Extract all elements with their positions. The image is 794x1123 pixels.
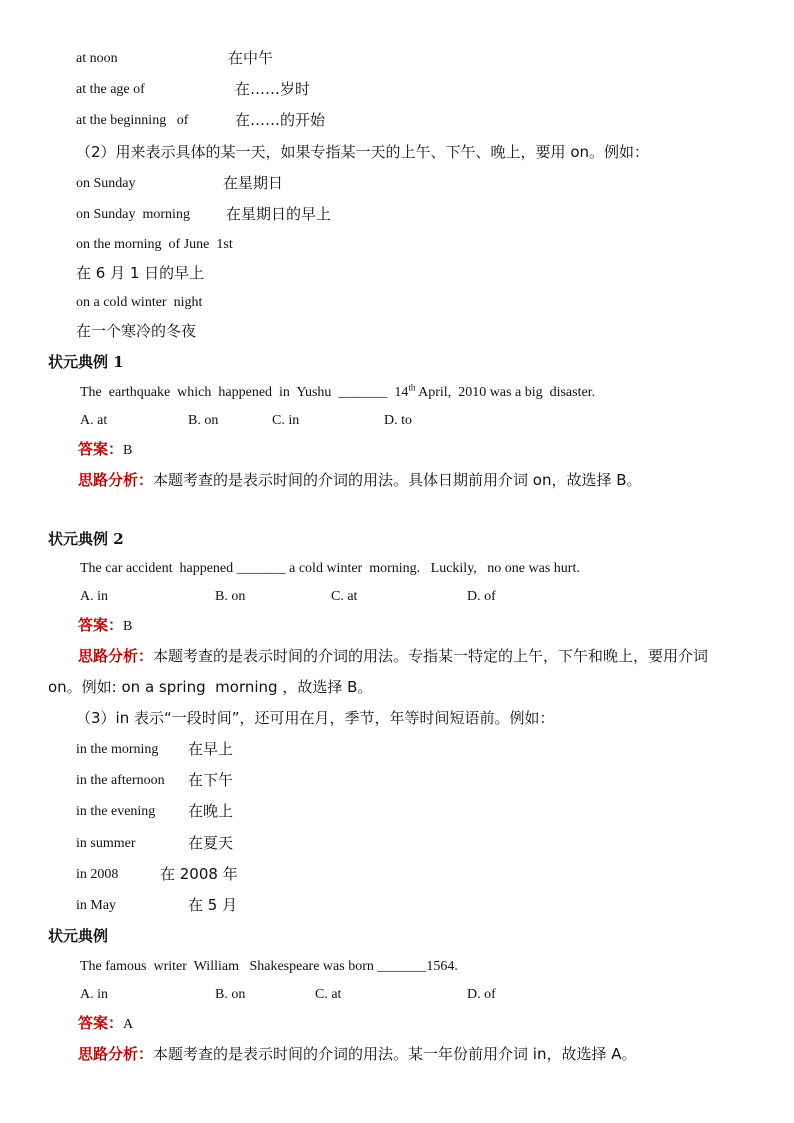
question-text (80, 383, 595, 403)
option-b: B. on (215, 987, 246, 1002)
phrase-zh: 在……的开始 (235, 111, 326, 129)
phrase-zh: 在星期日的早上 (226, 205, 332, 223)
phrase-zh: 在中午 (228, 49, 274, 67)
phrase-en: in the evening (76, 804, 156, 819)
option-c: C. at (331, 589, 358, 604)
analysis-label: 思路分析： (78, 647, 154, 665)
phrase-en: on Sunday morning (76, 207, 190, 222)
analysis-line (78, 1044, 637, 1066)
phrase-zh: 在星期日 (223, 174, 284, 192)
example-title: 状元典例 (48, 927, 109, 945)
answer-label: 答案： (78, 440, 124, 458)
options-row (0, 587, 794, 607)
phrase-zh: 在一个寒冷的冬夜 (76, 322, 197, 340)
option-d: D. of (467, 987, 496, 1002)
answer-value: B (123, 443, 133, 458)
option-d: D. of (467, 589, 496, 604)
options-row (0, 411, 794, 431)
analysis-line (78, 646, 708, 668)
analysis-text: 本题考查的是表示时间的介词的用法。专指某一特定的上午，下午和晚上，要用介词 (153, 647, 709, 665)
option-a: A. in (80, 589, 108, 604)
answer-line (78, 615, 132, 637)
phrase-en: in 2008 (76, 867, 119, 882)
phrase-en: on Sunday (76, 176, 136, 191)
rule-2-text: （2）用来表示具体的某一天，如果专指某一天的上午、下午、晚上，要用 on。例如： (76, 143, 649, 161)
option-a: A. at (80, 413, 108, 428)
option-b: B. on (188, 413, 219, 428)
phrase-zh: 在早上 (188, 740, 234, 758)
phrase-zh: 在晚上 (188, 802, 234, 820)
analysis-text-cont: on。例如: on a spring morning ，故选择 B。 (48, 678, 373, 696)
phrase-zh: 在下午 (188, 771, 234, 789)
phrase-zh: 在 5 月 (188, 896, 238, 914)
question-text: The car accident happened _______ a cold winter morning. Luckily, no one was hurt. (80, 561, 580, 576)
phrase-en: at the age of (76, 82, 145, 97)
phrase-en: on a cold winter night (76, 295, 203, 310)
analysis-label: 思路分析： (78, 471, 154, 489)
question-text: The famous writer William Shakespeare was born _______1564. (80, 959, 458, 974)
options-row (0, 985, 794, 1005)
analysis-text: 本题考查的是表示时间的介词的用法。某一年份前用介词 in，故选择 A。 (153, 1045, 637, 1063)
phrase-en: in the afternoon (76, 773, 165, 788)
phrase-en: in the morning (76, 742, 159, 757)
phrase-zh: 在 2008 年 (160, 865, 238, 883)
phrase-zh: 在……岁时 (235, 80, 311, 98)
answer-label: 答案： (78, 616, 124, 634)
phrase-en: in May (76, 898, 117, 913)
answer-value: A (123, 1017, 134, 1032)
phrase-en: at noon (76, 51, 118, 66)
answer-line (78, 1013, 133, 1035)
example-title: 状元典例 2 (48, 530, 124, 548)
answer-value: B (123, 619, 133, 634)
analysis-text: 本题考查的是表示时间的介词的用法。具体日期前用介词 on，故选择 B。 (153, 471, 642, 489)
option-a: A. in (80, 987, 108, 1002)
phrase-zh: 在 6 月 1 日的早上 (76, 264, 205, 282)
answer-line (78, 439, 132, 461)
answer-label: 答案： (78, 1014, 124, 1032)
analysis-line (78, 470, 642, 492)
phrase-en: at the beginning of (76, 113, 189, 128)
rule-3-text: （3）in 表示“一段时间”，还可用在月，季节，年等时间短语前。例如： (76, 709, 555, 727)
option-c: C. at (315, 987, 342, 1002)
option-b: B. on (215, 589, 246, 604)
option-c: C. in (272, 413, 300, 428)
question-part: The earthquake which happened in Yushu _______ 14 (80, 385, 409, 400)
option-d: D. to (384, 413, 412, 428)
ordinal-suffix: th (408, 382, 416, 393)
analysis-label: 思路分析： (78, 1045, 154, 1063)
phrase-zh: 在夏天 (188, 834, 234, 852)
example-title: 状元典例 1 (48, 353, 124, 371)
phrase-en: on the morning of June 1st (76, 237, 233, 252)
phrase-en: in summer (76, 836, 136, 851)
question-part: April, 2010 was a big disaster. (415, 385, 596, 400)
